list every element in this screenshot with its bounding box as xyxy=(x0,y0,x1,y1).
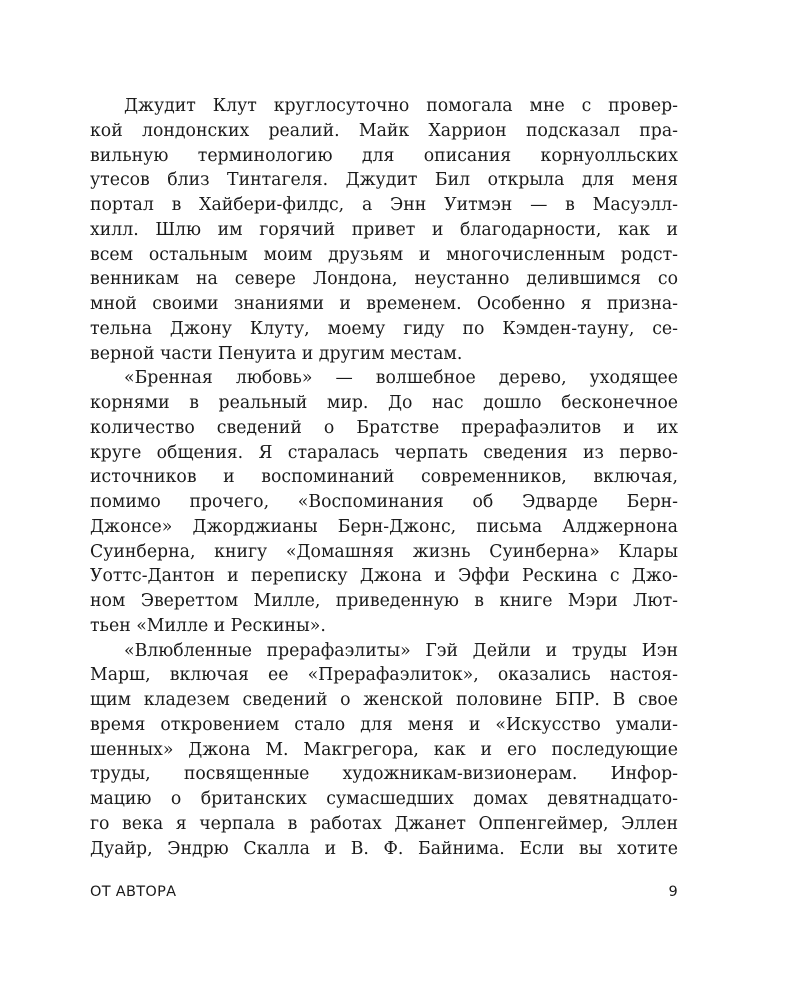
text-line: «Влюбленные прерафаэлиты» Гэй Дейли и труды Иэн xyxy=(124,640,678,661)
text-line: кой лондонских реалий. Майк Харрион подсказал пра- xyxy=(90,120,678,141)
text-line: венникам на севере Лондона, неустанно делившимся со xyxy=(90,269,678,290)
text-line: Уоттс-Дантон и переписку Джона и Эффи Рескина с Джо- xyxy=(90,566,678,587)
page-footer xyxy=(90,884,678,908)
text-line: «Бренная любовь» — волшебное дерево, уходящее xyxy=(124,368,678,389)
text-line: Марш, включая ее «Прерафаэлиток», оказались настоя- xyxy=(90,665,678,686)
text-line: время откровением стало для меня и «Искусство умали- xyxy=(90,714,678,735)
text-line: утесов близ Тинтагеля. Джудит Бил открыла для меня xyxy=(90,170,678,191)
text-line: тьен «Милле и Рескины». xyxy=(90,615,326,636)
text-line: Дуайр, Эндрю Скалла и В. Ф. Байнима. Если вы хотите xyxy=(90,838,678,859)
text-line: ном Эвереттом Милле, приведенную в книге Мэри Лют- xyxy=(90,591,678,611)
text-line: корнями в реальный мир. До нас дошло бесконечное xyxy=(90,393,678,413)
text-line: помимо прочего, «Воспоминания об Эдварде Берн- xyxy=(90,492,678,512)
body-text xyxy=(90,94,678,861)
text-line: портал в Хайбери-филдс, а Энн Уитмэн — в Масуэлл- xyxy=(90,195,678,215)
text-line: хилл. Шлю им горячий привет и благодарности, как и xyxy=(90,219,678,240)
text-line: щим кладезем сведений о женской половине БПР. В свое xyxy=(90,690,678,710)
text-line: Джудит Клут круглосуточно помогала мне с провер- xyxy=(124,96,678,116)
text-line: шенных» Джона М. Макгрегора, как и его последующие xyxy=(90,739,678,760)
text-line: всем остальным моим друзьям и многочисленным родст- xyxy=(90,244,678,265)
text-line: мной своими знаниями и временем. Особенно я призна- xyxy=(90,294,678,314)
text-line: труды, посвященные художникам-визионерам. Инфор- xyxy=(90,764,678,785)
text-line: вильную терминологию для описания корнуолльских xyxy=(90,145,678,166)
text-line: Суинберна, книгу «Домашняя жизнь Суинберна» Клары xyxy=(90,541,678,562)
text-line: количество сведений о Братстве прерафаэлитов и их xyxy=(90,417,678,438)
text-line: го века я черпала в работах Джанет Оппенгеймер, Эллен xyxy=(90,813,678,834)
text-line: верной части Пенуита и другим местам. xyxy=(90,343,463,364)
page-number: 9 xyxy=(668,884,678,900)
text-line: тельна Джону Клуту, моему гиду по Кэмден-тауну, се- xyxy=(90,318,678,339)
text-line: Джонсе» Джорджианы Берн-Джонс, письма Алджернона xyxy=(90,516,678,537)
text-line: круге общения. Я старалась черпать сведения из перво- xyxy=(90,442,678,463)
running-footer-section-title: ОТ АВТОРА xyxy=(90,884,177,900)
text-line: мацию о британских сумасшедших домах девятнадцато- xyxy=(90,789,678,809)
text-line: источников и воспоминаний современников, включая, xyxy=(90,467,678,488)
